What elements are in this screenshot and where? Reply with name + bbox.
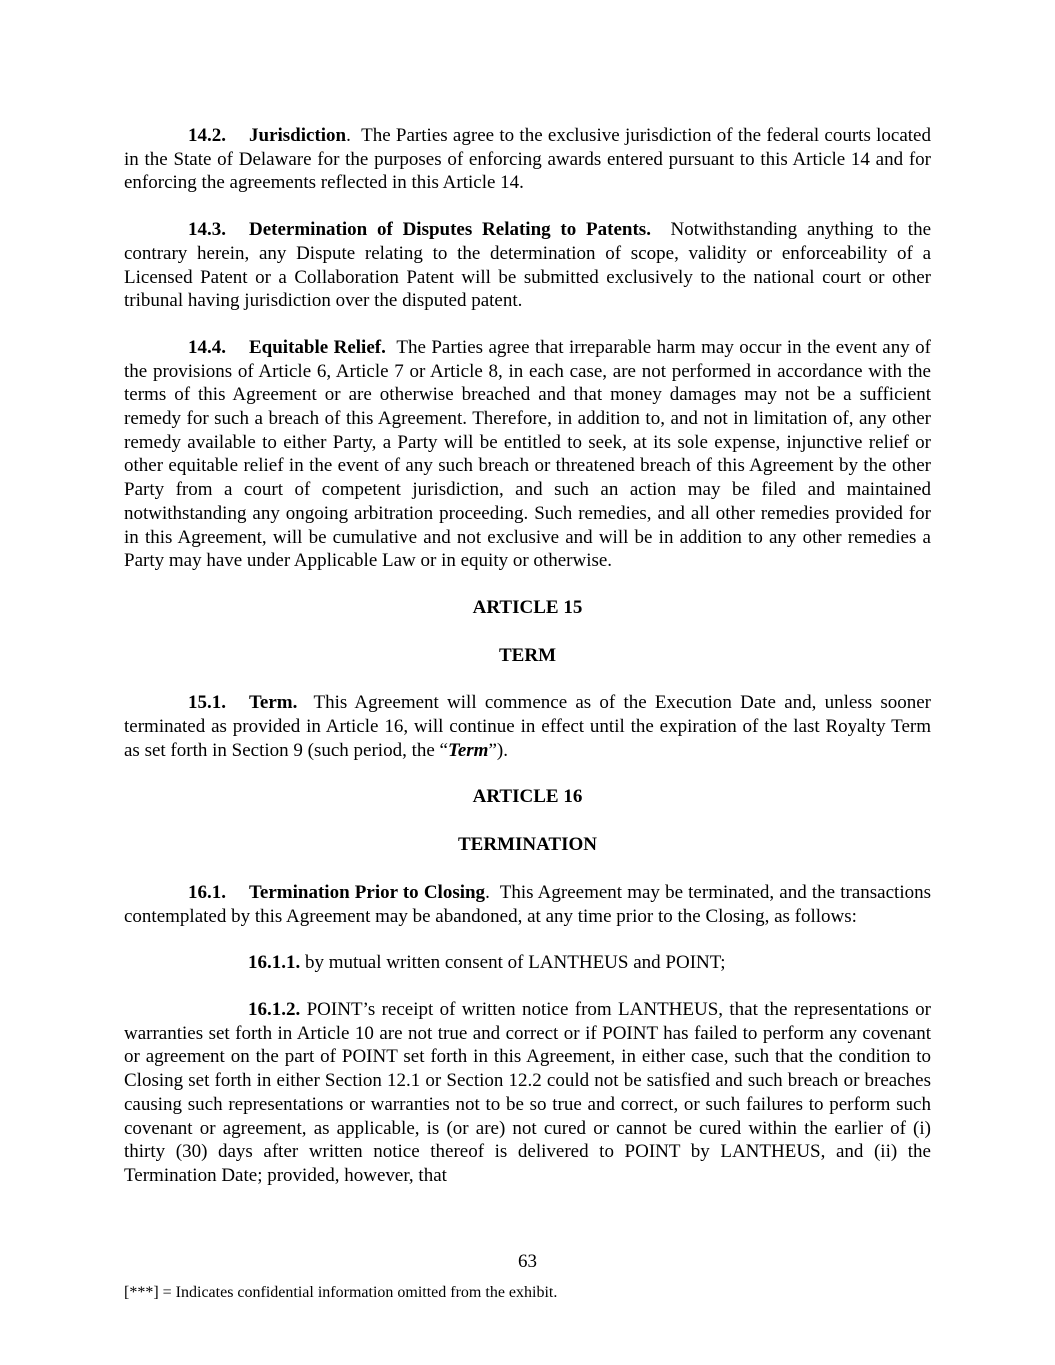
section-number: 16.1.2. (248, 998, 301, 1020)
article-16-title: TERMINATION (458, 834, 597, 856)
section-heading: Determination of Disputes Relating to Patents. (249, 219, 651, 241)
section-number: 16.1.1. (248, 952, 301, 974)
section-number: 14.4. (188, 336, 226, 358)
document-page (124, 124, 931, 1188)
confidentiality-footnote: [***] = Indicates confidential information omitted from the exhibit. (124, 1284, 558, 1301)
section-heading: Termination Prior to Closing (249, 881, 486, 903)
section-body: Notwithstanding anything to the contrary herein, any Dispute relating to the determination of scope, validity or enforceability of a Licensed Patent or a Collaboration Patent will be submitted exclusively to the national court or other tribunal having jurisdiction over the disputed patent. (124, 219, 931, 312)
heading-punct: . (485, 881, 490, 903)
section-15-1 (124, 691, 931, 762)
page-number: 63 (518, 1251, 537, 1272)
section-heading: Jurisdiction (249, 125, 347, 146)
section-number: 15.1. (188, 692, 226, 714)
article-15-label: ARTICLE 15 (472, 596, 583, 618)
article-15-title: TERM (499, 644, 556, 666)
heading-punct: . (346, 125, 351, 146)
section-body: The Parties agree to the exclusive jurisdiction of the federal courts located in the State of Delaware for the purposes of enforcing awards entered pursuant to this Article 14 and for enforcing the agreements reflected in this Article 14. (124, 125, 931, 194)
section-14-2 (124, 124, 931, 195)
section-14-3 (124, 218, 931, 313)
defined-term: Term (447, 739, 489, 761)
article-16-label: ARTICLE 16 (472, 786, 583, 808)
section-16-1 (124, 881, 931, 928)
section-body: POINT’s receipt of written notice from LANTHEUS, that the representations or warranties set forth in Article 10 are not true and correct or if POINT has failed to perform any covenant or agreement on the part of POINT set forth in this Agreement, in either case, such that the condition to Closing set forth in either Section 12.1 or Section 12.2 could not be satisfied and such breach or breaches causing such representations or warranties not to be so true and correct, or such failures to perform such covenant or agreement, as applicable, is (or are) not cured or cannot be cured within the earlier of (i) thirty (30) days after written notice thereof is delivered to POINT by LANTHEUS, and (ii) the Termination Date; provided, however, that (124, 998, 931, 1186)
section-16-1-1 (124, 951, 931, 975)
section-number: 14.2. (188, 125, 226, 146)
section-number: 14.3. (188, 219, 226, 241)
section-body: This Agreement may be terminated, and the transactions contemplated by this Agreement may be abandoned, at any time prior to the Closing, as follows: (124, 881, 931, 927)
section-14-4 (124, 336, 931, 573)
section-number: 16.1. (188, 881, 226, 903)
section-heading: Term. (249, 692, 298, 714)
section-body: by mutual written consent of LANTHEUS and POINT; (305, 952, 726, 974)
section-heading: Equitable Relief. (249, 336, 386, 358)
section-16-1-2 (124, 998, 931, 1188)
section-body: This Agreement will commence as of the Execution Date and, unless sooner terminated as provided in Article 16, will continue in effect until the expiration of the last Royalty Term as set forth in Section 9 (such period, the “ (124, 692, 931, 761)
section-body-end: ”). (488, 739, 508, 761)
section-body: The Parties agree that irreparable harm may occur in the event any of the provisions of Article 6, Article 7 or Article 8, in each case, are not performed in accordance with the terms of this Agreement or are otherwise breached and that money damages may not be a sufficient remedy for such a breach of this Agreement. Therefore, in addition to, and not in limitation of, any other remedy available to either Party, a Party will be entitled to seek, at its sole expense, injunctive relief or other equitable relief in the event of any such breach or threatened breach of this Agreement by the other Party from a court of competent jurisdiction, and such an action may be filed and maintained notwithstanding any ongoing arbitration proceeding. Such remedies, and all other remedies provided for in this Agreement, will be cumulative and not exclusive and will be in addition to any other remedies a Party may have under Applicable Law or in equity or otherwise. (124, 336, 931, 572)
